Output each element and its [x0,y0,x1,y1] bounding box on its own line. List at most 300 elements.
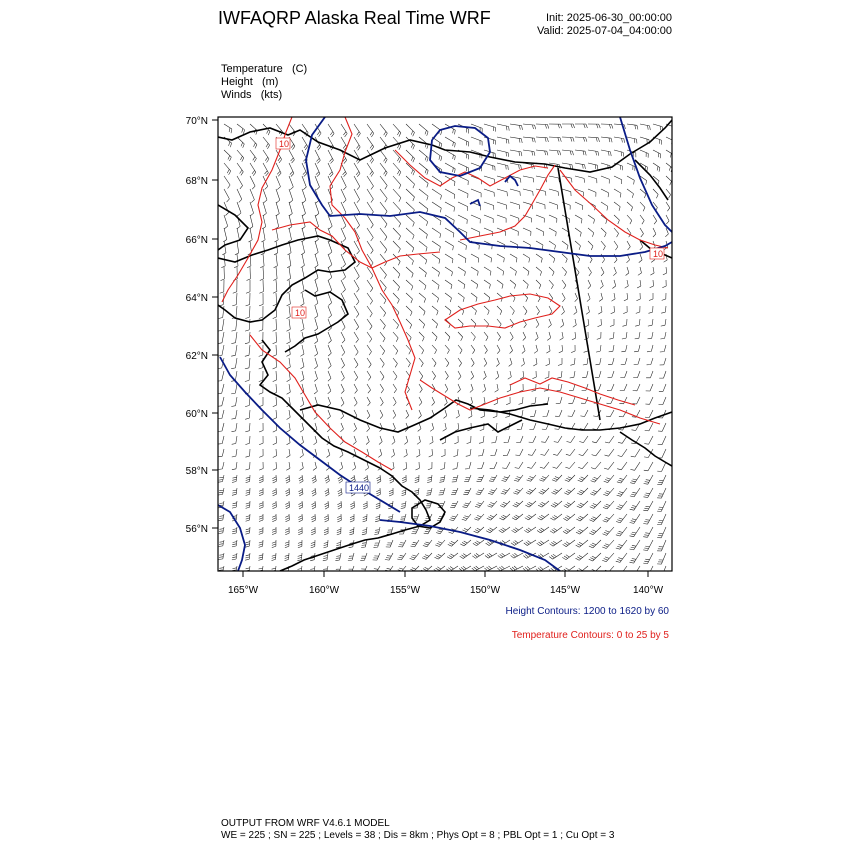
wind-barb [609,332,614,339]
wind-barb [640,202,645,211]
wind-barb [635,319,640,326]
wind-barb [630,540,641,550]
wind-barb [298,514,302,522]
wind-barb [471,371,474,380]
wind-barb [634,358,640,365]
wind-barb [448,540,458,546]
wind-barb [354,124,360,137]
wind-barb [541,436,549,442]
wind-barb [459,566,471,571]
wind-barb [245,423,250,432]
wind-barb [562,293,565,302]
wind-barb [445,345,449,354]
wind-barb [497,345,500,354]
wind-barb [328,345,331,356]
wind-barb [341,384,344,394]
wind-barb [545,371,549,379]
wind-barb [245,566,250,573]
wind-barb [432,332,437,341]
wind-barb [379,436,382,445]
wind-barb [232,449,237,457]
variable-name: Temperature [221,63,283,75]
wind-barb [354,306,359,318]
wind-barb [604,475,614,483]
wind-barb [380,384,384,393]
wind-barb [380,319,385,329]
wind-barb [359,566,367,573]
wind-barb [523,306,527,315]
wind-barb [272,475,276,483]
wind-barb [644,488,654,498]
wind-barb [574,306,577,315]
wind-barb [549,176,559,182]
wind-barb [325,501,329,509]
wind-barb [406,124,415,136]
wind-barb [471,228,480,236]
wind-barb [367,371,371,381]
wind-barb [612,280,615,289]
wind-barb [659,384,666,391]
wind-barb [432,202,441,212]
wind-barb [549,254,555,263]
wind-barb [541,449,550,455]
wind-barb [536,267,542,276]
wind-barb [657,553,666,564]
wind-barb [644,475,653,484]
wind-barb [558,358,562,366]
wind-barb [393,124,401,137]
wind-barb [497,215,506,223]
wind-barb [486,527,497,533]
wind-barb [630,501,640,510]
wind-barb [479,436,484,443]
wind-barb [590,501,601,508]
wind-barb [484,163,495,171]
wind-barb [592,449,601,456]
wind-barb [419,384,422,393]
wind-barb [311,514,315,522]
wind-barb [354,332,359,343]
wind-barb [285,488,289,496]
wind-barb [653,124,663,131]
wind-barb [546,358,550,366]
wind-barb [640,150,648,158]
wind-barb [341,124,347,137]
wind-barb [451,488,458,495]
wind-barb [517,423,523,430]
wind-barb [297,566,302,574]
wind-barb [484,137,496,145]
wind-barb [458,137,469,146]
wind-barb [273,267,277,281]
wind-barb [650,267,654,275]
wind-barb [445,150,455,160]
wind-barb [563,514,575,521]
wind-barb [273,345,277,356]
wind-barb [589,553,601,561]
wind-barb [647,345,653,352]
wind-barb [315,280,319,293]
wind-barb [354,163,360,177]
wind-barb [375,514,380,522]
wind-barb [549,306,552,315]
wind-barb [571,345,575,353]
wind-barb [601,267,604,276]
wind-barb [432,189,442,200]
wind-barb [235,241,239,255]
wind-barb [562,241,568,250]
wind-barb [406,293,413,303]
wind-barb [588,137,600,142]
variable-name: Winds [221,89,252,101]
wind-barb [249,228,253,242]
wind-barb [666,137,674,145]
wind-barb [563,527,575,534]
wind-barb [536,306,540,315]
wind-barb [419,189,428,200]
wind-barb [643,527,653,537]
wind-barb [302,137,308,150]
wind-barb [245,397,250,407]
wind-barb [511,553,523,558]
wind-barb [464,475,471,482]
wind-barb [458,202,468,211]
wind-barb [362,527,367,535]
wind-barb [232,488,237,495]
wind-barb [406,189,415,201]
wind-barb [341,254,346,267]
wind-barb [648,319,653,326]
wind-barb [504,436,510,443]
wind-barb [250,202,254,216]
wind-barb [554,436,562,442]
lat-label: 58°N [185,466,208,477]
wind-barb [608,358,614,365]
wind-barb [607,384,614,391]
wind-barb [536,293,540,302]
wind-barb [471,254,479,263]
wind-barb [665,228,668,237]
wind-barb [510,293,515,302]
wind-barb [272,553,277,561]
wind-barb [341,267,346,280]
wind-barb [393,254,400,265]
wind-barb [406,150,415,162]
wind-barb [231,358,237,369]
wind-barb [588,241,593,250]
wind-barb [484,358,487,367]
wind-barb [285,540,289,548]
wind-barb [419,332,424,341]
wind-barb [497,267,504,275]
wind-barb [406,280,413,290]
wind-barb [560,332,564,340]
wind-barb [287,410,291,420]
wind-barb [314,436,317,445]
wind-barb [419,163,428,175]
wind-barb [324,527,328,535]
wind-barb [490,462,497,469]
wind-barb [577,488,588,495]
wind-barb [218,449,224,457]
wind-barb [563,540,575,547]
wind-barb [604,462,614,469]
wind-barb [263,163,268,176]
wind-barb [494,397,498,405]
wind-barb [354,137,360,150]
wind-barb [614,150,624,157]
wind-barb [523,267,529,276]
wind-barb [301,293,305,306]
wind-barb [336,540,341,548]
wind-barb [440,462,445,470]
wind-barb [477,475,485,482]
wind-barb [246,475,250,483]
wind-barb [484,189,494,197]
wind-barb [575,202,583,210]
wind-barb [224,176,230,189]
wind-barb [463,488,471,495]
wind-barb [523,228,531,236]
wind-barb [237,124,245,134]
wind-barb [314,345,317,356]
wind-barb [275,228,279,242]
wind-barb [549,553,562,559]
norton-sound [285,290,348,352]
wind-barb [250,189,254,203]
wind-barb [367,358,371,368]
wind-barb [452,475,458,482]
wind-barb [630,527,641,537]
wind-barb [472,553,484,558]
wind-barb [300,449,304,458]
wind-barb [521,358,525,366]
wind-barb [232,436,237,444]
wind-barb [287,267,291,281]
lat-label: 56°N [185,524,208,535]
wind-barb [314,319,317,331]
wind-barb [247,267,251,281]
wind-barb [219,527,224,534]
wind-barb [583,358,588,365]
lon-label: 145°W [549,585,581,596]
wind-barb [380,371,384,380]
wind-barb [657,527,666,538]
wind-barb [367,215,373,228]
wind-barb [419,280,426,290]
wind-barb [231,332,237,344]
wind-barb [649,293,653,301]
wind-barb [561,319,564,327]
wind-barb [653,150,661,158]
wind-barb [445,358,449,367]
wind-barb [250,163,256,176]
wind-barb [246,280,250,293]
wind-barb [630,488,640,497]
wind-barb [515,449,523,456]
wind-barb [366,436,369,445]
wind-barb [419,228,427,239]
wind-barb [237,189,242,202]
variable-name: Height [221,76,253,88]
wind-barb [250,150,256,162]
wind-barb [458,293,464,302]
wind-barb [476,488,484,495]
wind-barb [301,280,305,293]
wind-barb [601,202,608,211]
wind-barb [416,449,420,457]
wind-barb [354,228,360,241]
wind-barb [222,241,226,255]
wind-barb [259,371,263,382]
wind-barb [419,293,426,303]
wind-barb [575,241,581,250]
wind-barb [386,540,393,547]
panhandle [620,432,672,466]
wind-barb [532,384,536,391]
wind-barb [231,397,237,407]
wind-barb [286,475,290,483]
wind-barb [285,514,289,522]
wind-barb [520,371,524,379]
wind-barb [644,436,653,444]
wind-barb [599,293,602,301]
wind-barb [219,514,224,521]
wind-barb [603,527,615,535]
wind-barb [445,254,453,263]
wind-barb [259,397,263,407]
wind-barb [354,397,357,406]
wind-barb [352,462,355,470]
wind-barb [301,319,305,331]
wind-barb [406,241,414,252]
valid-time: Valid: 2025-07-04_04:00:00 [537,25,672,37]
wind-barb [432,267,440,277]
wind-barb [432,319,438,328]
wind-barb [477,462,484,469]
wind-barb [416,462,420,470]
wind-barb [454,436,458,444]
wind-barb [456,410,460,418]
wind-barb [645,397,653,404]
wind-barb [246,449,251,457]
wind-barb [537,540,549,546]
wind-barb [589,540,601,548]
model-info-line1: OUTPUT FROM WRF V4.6.1 MODEL [221,818,390,829]
wind-barb [380,124,387,137]
wind-barb [354,280,359,292]
wind-barb [506,397,510,405]
wind-barb [393,319,399,329]
wind-barb [350,501,354,509]
wind-barb [458,345,462,354]
wind-barb [245,358,250,369]
variable-unit: (kts) [260,89,283,101]
wind-barb [315,163,320,177]
wind-barb [328,215,332,229]
wind-barb [350,514,354,522]
wind-barb [426,488,432,495]
wind-barb [578,475,588,482]
wind-barb [627,202,633,211]
wind-barb [263,137,270,149]
wind-barb [444,410,447,418]
wind-barb [596,358,602,365]
wind-barb [328,163,333,177]
coastlines [218,120,672,571]
wind-barb [273,410,277,420]
wind-barb [365,462,369,470]
wind-barb [276,202,280,216]
wind-barb [603,488,614,496]
wind-barb [315,202,319,216]
wind-barb [610,319,614,327]
wind-barb [536,228,544,236]
wind-barb [393,332,398,342]
height-contours [218,117,672,571]
wind-barb [275,215,279,229]
wind-barb [624,293,628,301]
wind-barb [400,514,406,521]
wind-barb [653,215,657,224]
lon-label: 140°W [632,585,664,596]
wind-barb [471,215,480,223]
wind-barb [374,540,381,547]
wind-barb [232,540,237,547]
wind-barb [287,332,291,344]
wind-barb [418,423,421,431]
wind-barb [497,124,509,131]
wind-barb [393,215,401,227]
wind-barb [232,462,237,470]
wind-barb [367,293,373,304]
wind-barb [553,462,562,468]
wind-barb [259,527,263,534]
wind-barb [218,332,224,344]
wind-barb [458,124,469,134]
wind-barb [325,488,329,496]
wind-barb [621,345,627,352]
wind-barb [367,410,370,419]
wind-barb [367,202,373,215]
wind-barb [573,319,577,327]
wind-barb [377,475,381,483]
wind-barb [529,436,536,442]
wind-barb [300,371,304,382]
wind-barb [367,137,374,150]
wind-barb [363,514,367,522]
wind-barb [589,566,601,574]
wind-barb [341,280,346,293]
wind-barb [538,514,549,520]
wind-barb [285,501,289,509]
wind-barb [259,280,263,293]
wind-barb [660,345,666,352]
wind-barb [287,254,291,268]
wind-barb [341,358,345,368]
wind-barb [471,137,482,146]
wind-barb [643,553,653,564]
wind-barb [354,423,357,432]
wind-barb [627,163,635,171]
wind-barb [232,553,237,560]
wind-barb [497,306,502,315]
wind-barb [471,358,474,367]
wind-barb [484,267,491,276]
wind-barb [218,436,224,444]
wind-barb [538,501,549,507]
wind-barb [276,189,280,203]
